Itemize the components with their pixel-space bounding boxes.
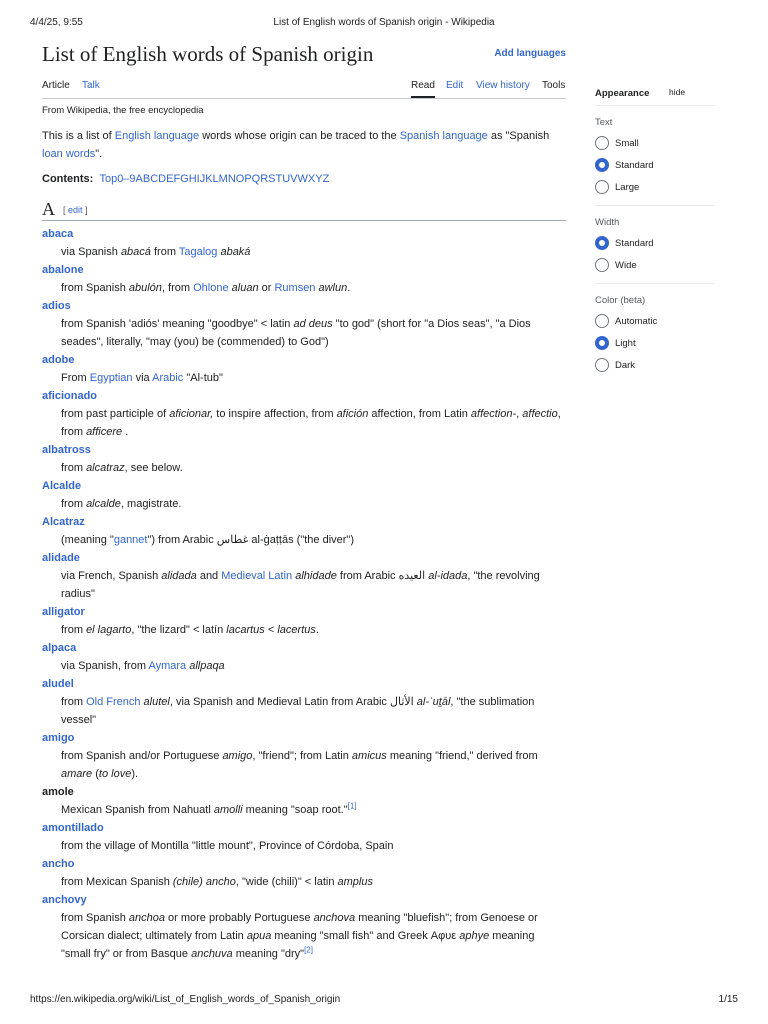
term: [42, 549, 566, 567]
term-link-abalone[interactable]: abalone: [42, 264, 84, 276]
main-content: [42, 40, 566, 963]
term: [42, 855, 566, 873]
appearance-header: [595, 82, 715, 106]
word-list: [42, 225, 566, 963]
term-link-alcatraz[interactable]: Alcatraz: [42, 516, 85, 528]
radio-button[interactable]: [595, 258, 609, 272]
radio-width-standard[interactable]: Standard: [595, 233, 715, 255]
text-size-label: Text: [595, 117, 613, 128]
link-arabic[interactable]: Arabic: [152, 372, 184, 384]
text-size-group: [595, 133, 715, 206]
edit-bracket: ]: [85, 205, 88, 215]
appearance-title: Appearance: [595, 88, 650, 99]
definition: via Spanish abacá from Tagalog abaká: [61, 246, 251, 258]
term: [42, 729, 566, 747]
definition: from Old French alutel, via Spanish and Medieval Latin from Arabic الأثال al-ʾuṯāl, "the sublimation vessel": [61, 696, 535, 726]
definition: from past participle of aficionar, to inspire affection, from afición affection, from Latin affection-, affectio, from afficere .: [61, 408, 561, 438]
term-link-adobe[interactable]: adobe: [42, 354, 75, 366]
definition: via French, Spanish alidada and Medieval Latin alhidade from Arabic العيده al-idada, "the revolving radius": [61, 570, 540, 600]
section-edit-link[interactable]: edit: [68, 205, 83, 215]
link-gannet[interactable]: gannet: [113, 534, 148, 546]
print-footer: [30, 994, 738, 1008]
definition: from alcalde, magistrate.: [61, 498, 182, 510]
link-rumsen[interactable]: Rumsen: [274, 282, 316, 294]
term-link-alpaca[interactable]: alpaca: [42, 642, 77, 654]
edit-bracket: [: [63, 205, 66, 215]
link-tagalog[interactable]: Tagalog: [178, 246, 218, 258]
tab-tools[interactable]: Tools: [542, 80, 566, 91]
term: [42, 441, 566, 459]
radio-text-standard[interactable]: Standard: [595, 155, 715, 177]
print-datetime: 4/4/25, 9:55: [30, 17, 83, 28]
color-group: [595, 311, 715, 383]
definition: from Spanish and/or Portuguese amigo, "friend"; from Latin amicus meaning "friend," derived from amare (to love).: [61, 750, 538, 780]
section-edit: [63, 205, 88, 215]
intro-paragraph: [42, 127, 566, 163]
tab-read[interactable]: Read: [411, 80, 435, 98]
term-link-aludel[interactable]: aludel: [42, 678, 74, 690]
term-link-amontillado[interactable]: amontillado: [42, 822, 104, 834]
definition: from alcatraz, see below.: [61, 462, 183, 474]
link-medieval-latin[interactable]: Medieval Latin: [221, 570, 293, 582]
link-egyptian[interactable]: Egyptian: [89, 372, 133, 384]
radio-button-selected[interactable]: [595, 336, 609, 350]
radio-color-dark[interactable]: Dark: [595, 355, 715, 377]
definition: Mexican Spanish from Nahuatl amolli meaning "soap root."[1]: [61, 801, 357, 816]
appearance-hide-button[interactable]: hide: [669, 87, 686, 97]
tagline: From Wikipedia, the free encyclopedia: [42, 105, 204, 116]
link-english-language[interactable]: English language: [114, 130, 200, 142]
term: [42, 261, 566, 279]
definition: from Spanish abulón, from Ohlone aluan or Rumsen awlun.: [61, 282, 351, 294]
radio-text-large[interactable]: Large: [595, 177, 715, 199]
link-spanish-language[interactable]: Spanish language: [399, 130, 488, 142]
radio-button-selected[interactable]: [595, 158, 609, 172]
definition: via Spanish, from Aymara allpaqa: [61, 660, 225, 672]
term: [42, 297, 566, 315]
term-plain: amole: [42, 786, 74, 798]
radio-color-automatic[interactable]: Automatic: [595, 311, 715, 333]
title-row: [42, 40, 566, 70]
page-tabs: [42, 75, 566, 99]
definition: from Mexican Spanish (chile) ancho, "wide (chili)" < latin amplus: [61, 876, 373, 888]
term-link-anchovy[interactable]: anchovy: [42, 894, 87, 906]
intro-text: This is a list of: [42, 130, 115, 142]
radio-button[interactable]: [595, 180, 609, 194]
link-ohlone[interactable]: Ohlone: [193, 282, 229, 294]
print-url: https://en.wikipedia.org/wiki/List_of_English_words_of_Spanish_origin: [30, 994, 341, 1005]
term-link-alligator[interactable]: alligator: [42, 606, 85, 618]
radio-width-wide[interactable]: Wide: [595, 255, 715, 277]
radio-button[interactable]: [595, 358, 609, 372]
definition: from Spanish 'adiós' meaning "goodbye" < latin ad deus "to god" (short for "a Dios seas", "a Dios seades", literally, "may (you) be (commended) to God"): [61, 318, 531, 348]
term-link-abaca[interactable]: abaca: [42, 228, 74, 240]
contents-links[interactable]: Top0–9ABCDEFGHIJKLMNOPQRSTUVWXYZ: [99, 173, 330, 185]
radio-button[interactable]: [595, 136, 609, 150]
link-loan-words[interactable]: loan words: [42, 148, 96, 160]
color-label: Color (beta): [595, 295, 646, 306]
term: [42, 351, 566, 369]
definition: From Egyptian via Arabic "Al-tub": [61, 372, 223, 384]
add-languages-button[interactable]: Add languages: [494, 48, 566, 59]
section-heading-a: [42, 199, 566, 221]
term: [42, 225, 566, 243]
section-letter: A: [42, 199, 55, 219]
radio-color-light[interactable]: Light: [595, 333, 715, 355]
tab-view-history[interactable]: View history: [476, 80, 530, 91]
term-link-alidade[interactable]: alidade: [42, 552, 80, 564]
print-header: [30, 17, 738, 31]
link-aymara[interactable]: Aymara: [148, 660, 187, 672]
term: [42, 387, 566, 405]
term: [42, 639, 566, 657]
definition: from el lagarto, "the lizard" < latín lacartus < lacertus.: [61, 624, 319, 636]
term: [42, 675, 566, 693]
intro-text: ".: [95, 148, 103, 160]
page-title: List of English words of Spanish origin: [42, 42, 374, 66]
tab-edit[interactable]: Edit: [446, 80, 464, 91]
term: [42, 819, 566, 837]
width-group: [595, 233, 715, 284]
term-link-amigo[interactable]: amigo: [42, 732, 75, 744]
intro-text: words whose origin can be traced to the: [199, 130, 400, 142]
print-page-number: 1/15: [718, 994, 738, 1005]
term-link-ancho[interactable]: ancho: [42, 858, 75, 870]
tab-article[interactable]: Article: [42, 80, 70, 91]
definition: (meaning "gannet") from Arabic غطاس al-ġaṭṭās ("the diver"): [61, 534, 354, 546]
radio-button-selected[interactable]: [595, 236, 609, 250]
appearance-panel: [595, 82, 715, 383]
reference-link[interactable]: [1]: [347, 801, 357, 811]
radio-text-small[interactable]: Small: [595, 133, 715, 155]
width-label: Width: [595, 217, 620, 228]
definition: from Spanish anchoa or more probably Portuguese anchova meaning "bluefish"; from Genoese or Corsican dialect; ultimately from Latin apua meaning "small fish" and Greek Αφυε aphye meaning "small fry" or from Basque anchuva meaning "dry"[2]: [61, 912, 538, 960]
definition: from the village of Montilla "little mount", Province of Córdoba, Spain: [61, 840, 394, 852]
radio-button[interactable]: [595, 314, 609, 328]
term-link-aficionado[interactable]: aficionado: [42, 390, 98, 402]
reference-link[interactable]: [2]: [304, 945, 313, 955]
link-old-french[interactable]: Old French: [86, 696, 141, 708]
term: [42, 603, 566, 621]
tab-talk[interactable]: Talk: [82, 80, 100, 91]
term: [42, 477, 566, 495]
print-page-title: List of English words of Spanish origin - Wikipedia: [273, 17, 495, 28]
term: [42, 513, 566, 531]
contents-bar: [42, 173, 566, 185]
intro-text: as "Spanish: [487, 130, 550, 142]
term-link-adios[interactable]: adios: [42, 300, 71, 312]
contents-label: Contents:: [42, 173, 94, 185]
term: [42, 891, 566, 909]
term-link-alcalde[interactable]: Alcalde: [42, 480, 82, 492]
term-link-albatross[interactable]: albatross: [42, 444, 91, 456]
